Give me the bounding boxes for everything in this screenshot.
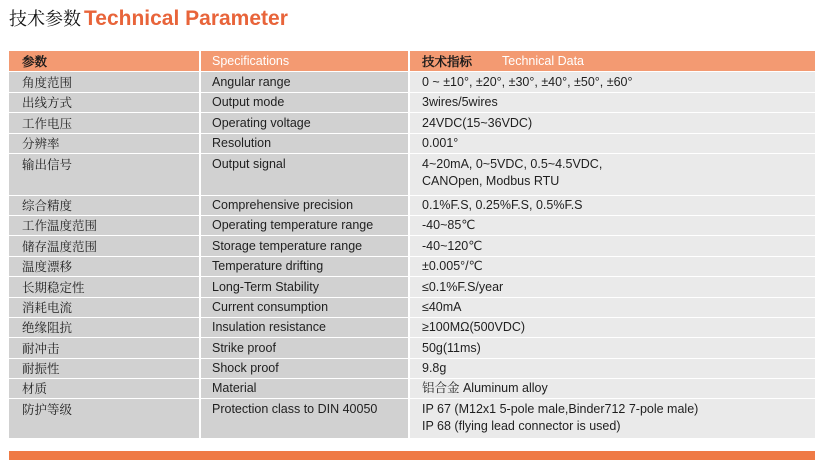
param-en: Shock proof <box>201 359 408 378</box>
param-value-line: 0.001° <box>422 136 459 150</box>
param-en: Insulation resistance <box>201 318 408 337</box>
param-value <box>410 298 815 317</box>
param-en: Protection class to DIN 40050 <box>201 399 408 438</box>
table-row <box>9 93 815 113</box>
param-en: Angular range <box>201 72 408 92</box>
param-en: Operating temperature range <box>201 216 408 235</box>
param-en: Storage temperature range <box>201 236 408 256</box>
param-cn: 消耗电流 <box>9 298 199 317</box>
param-cn: 温度漂移 <box>9 257 199 276</box>
param-cn: 材质 <box>9 379 199 398</box>
header-param: 参数 <box>9 51 199 71</box>
header-technical-data <box>410 51 815 71</box>
param-cn: 综合精度 <box>9 196 199 215</box>
table-row <box>9 338 815 359</box>
param-en: Temperature drifting <box>201 257 408 276</box>
table-row <box>9 154 815 196</box>
param-value-line: 0.1%F.S, 0.25%F.S, 0.5%F.S <box>422 198 583 212</box>
param-cn: 长期稳定性 <box>9 277 199 297</box>
table-row <box>9 72 815 93</box>
table-row <box>9 318 815 338</box>
param-value-line: ≥100MΩ(500VDC) <box>422 320 526 334</box>
table-row <box>9 298 815 318</box>
param-value-line: 24VDC(15~36VDC) <box>422 115 533 130</box>
param-value-line: ≤40mA <box>422 300 462 314</box>
param-value-line: CANOpen, Modbus RTU <box>422 174 560 188</box>
param-value <box>410 359 815 378</box>
param-cn: 分辨率 <box>9 134 199 153</box>
param-cn: 绝缘阻抗 <box>9 318 199 337</box>
header-technical-data-cn: 技术指标 <box>422 53 473 69</box>
param-en: Long-Term Stability <box>201 277 408 297</box>
table-row <box>9 236 815 257</box>
spec-table <box>9 51 815 439</box>
param-en: Strike proof <box>201 338 408 358</box>
param-cn: 耐冲击 <box>9 338 199 358</box>
table-row <box>9 196 815 216</box>
param-value-line: 3wires/5wires <box>422 95 498 109</box>
param-cn: 耐振性 <box>9 359 199 378</box>
param-value <box>410 379 815 398</box>
table-row <box>9 257 815 277</box>
table-row <box>9 277 815 298</box>
param-en: Operating voltage <box>201 113 408 133</box>
param-value-line: 9.8g <box>422 361 447 375</box>
param-en: Current consumption <box>201 298 408 317</box>
param-cn: 角度范围 <box>9 72 199 92</box>
param-value-line: ±0.005°/℃ <box>422 259 483 273</box>
param-value-line: IP 67 (M12x1 5-pole male,Binder712 7-pole male) <box>422 402 699 416</box>
param-value-line: 铝合金 Aluminum alloy <box>422 381 548 395</box>
param-value <box>410 236 815 256</box>
footer-bar <box>9 451 815 460</box>
param-cn: 出线方式 <box>9 93 199 112</box>
param-value-line: ≤0.1%F.S/year <box>422 279 504 294</box>
param-value <box>410 338 815 358</box>
param-value-line: -40~85℃ <box>422 218 476 232</box>
param-en: Material <box>201 379 408 398</box>
param-value <box>410 113 815 133</box>
param-value <box>410 154 815 195</box>
title-english: Technical Parameter <box>84 7 288 30</box>
table-row <box>9 113 815 134</box>
param-cn: 工作温度范围 <box>9 216 199 235</box>
param-en: Output signal <box>201 154 408 195</box>
param-value-line: -40~120℃ <box>422 238 483 253</box>
header-technical-data-en: Technical Data <box>502 53 585 68</box>
table-body <box>9 72 815 439</box>
param-value <box>410 257 815 276</box>
table-row <box>9 134 815 154</box>
table-row <box>9 379 815 399</box>
table-row <box>9 359 815 379</box>
param-value <box>410 196 815 215</box>
table-row <box>9 399 815 439</box>
param-cn: 工作电压 <box>9 113 199 133</box>
param-cn: 防护等级 <box>9 399 199 438</box>
table-row <box>9 216 815 236</box>
param-value <box>410 399 815 438</box>
param-value-line: 50g(11ms) <box>422 340 481 355</box>
param-cn: 输出信号 <box>9 154 199 195</box>
param-value <box>410 93 815 112</box>
param-value <box>410 72 815 92</box>
table-header-row <box>9 51 815 72</box>
param-en: Output mode <box>201 93 408 112</box>
param-cn: 储存温度范围 <box>9 236 199 256</box>
param-value-line: IP 68 (flying lead connector is used) <box>422 419 621 433</box>
param-value-line: 0 ~ ±10°, ±20°, ±30°, ±40°, ±50°, ±60° <box>422 74 633 89</box>
param-en: Comprehensive precision <box>201 196 408 215</box>
param-value <box>410 216 815 235</box>
header-specifications: Specifications <box>201 51 408 71</box>
param-en: Resolution <box>201 134 408 153</box>
param-value-line: 4~20mA, 0~5VDC, 0.5~4.5VDC, <box>422 157 603 171</box>
param-value <box>410 318 815 337</box>
param-value <box>410 134 815 153</box>
page-title <box>9 5 288 39</box>
title-chinese: 技术参数 <box>9 9 81 30</box>
param-value <box>410 277 815 297</box>
